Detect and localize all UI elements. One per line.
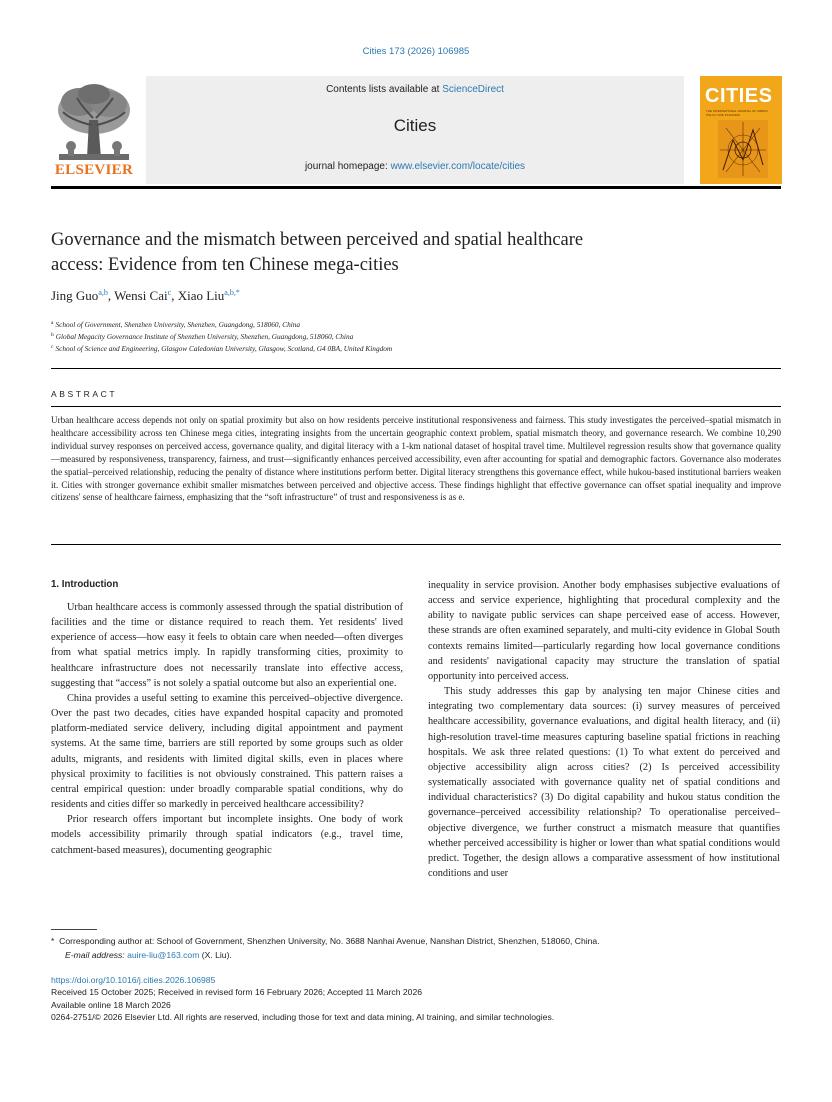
- homepage-line: [146, 161, 684, 172]
- cover-subtitle: THE INTERNATIONAL JOURNAL OF URBAN POLICY AND PLANNING: [706, 109, 768, 117]
- body-column-right: [428, 578, 780, 881]
- received-dates: Received 15 October 2025; Received in revised form 16 February 2026; Accepted 11 March 2026: [51, 987, 423, 998]
- email-label: E-mail address:: [65, 950, 125, 960]
- affiliation-b: [51, 332, 353, 341]
- footnote-star-mark[interactable]: *: [51, 936, 55, 946]
- author-separator: ,: [107, 288, 115, 303]
- affiliation-text: Global Megacity Governance Institute of Shenzhen University, Shenzhen, Guangdong, 518060, China: [55, 332, 354, 341]
- body-column-left: [51, 578, 403, 858]
- author-name[interactable]: Wensi Cai: [114, 288, 168, 303]
- author-name[interactable]: Xiao Liu: [177, 288, 225, 303]
- abstract-heading-rule: [51, 406, 781, 407]
- affiliation-mark: c: [51, 344, 54, 350]
- author-list: [51, 288, 240, 304]
- journal-info-box: [146, 76, 684, 184]
- affiliation-mark: a: [51, 320, 54, 326]
- journal-homepage-link[interactable]: www.elsevier.com/locate/cities: [390, 161, 526, 172]
- author-name[interactable]: Jing Guo: [51, 288, 99, 303]
- journal-citation-link[interactable]: Cities 173 (2026) 106985: [362, 46, 470, 57]
- corresponding-author-text: Corresponding author at: School of Government, Shenzhen University, No. 3688 Nanhai Avenue, Nanshan District, Shenzhen, 518060, China.: [59, 936, 600, 946]
- abstract-top-rule: [51, 368, 781, 369]
- affiliation-text: School of Science and Engineering, Glasgow Caledonian University, Glasgow, Scotland, G4 0BA, United Kingdom: [55, 344, 393, 353]
- section-heading-introduction: 1. Introduction: [51, 579, 119, 590]
- journal-name: Cities: [393, 116, 437, 135]
- abstract-heading: ABSTRACT: [51, 389, 118, 399]
- body-paragraph: Prior research offers important but incomplete insights. One body of work models accessibility primarily through spatial indicators (e.g., travel time, catchment-based measures), documenting geographic: [51, 814, 403, 856]
- author-separator: ,: [171, 288, 178, 303]
- title-line-2: access: Evidence from ten Chinese mega-cities: [51, 255, 399, 275]
- copyright-line: 0264-2751/© 2026 Elsevier Ltd. All rights are reserved, including those for text and data mining, AI training, and similar technologies.: [51, 1012, 555, 1023]
- affiliation-text: School of Government, Shenzhen University, Shenzhen, Guangdong, 518060, China: [55, 320, 301, 329]
- masthead-rule: [51, 186, 781, 189]
- cover-city-map-icon: [718, 120, 768, 178]
- abstract-bottom-rule: [51, 544, 781, 545]
- body-paragraph: This study addresses this gap by analysing ten major Chinese cities and integrating two complementary data sources: (i) survey measures of perceived healthcare accessibility, governance evaluations, and digital health literacy, and (ii) high-resolution travel-time measures capturing baseline spatial frictions in reaching hospitals. We ask three related questions: (1) To what extent do perceived and objective accessibility align across cities? (2) Is perceived accessibility systematically associated with governance quality net of spatial conditions and individual characteristics? (3) Do digital capability and hukou status condition the governance–perceived accessibility relationship? To operationalise perceived–objective divergence, we further construct a mismatch measure that quantifies whether perceived accessibility is higher or lower than what spatial conditions would predict. Together, the design allows a comparative assessment of how institutional conditions and user: [428, 686, 780, 879]
- affiliation-c: [51, 344, 392, 353]
- author-affiliation-mark[interactable]: a,b,*: [224, 288, 240, 297]
- affiliation-a: [51, 320, 300, 329]
- author-affiliation-mark[interactable]: a,b: [98, 288, 108, 297]
- author-affiliation-mark[interactable]: c: [167, 288, 172, 297]
- doi-link[interactable]: https://doi.org/10.1016/j.cities.2026.106985: [51, 975, 216, 985]
- journal-masthead: [51, 76, 781, 186]
- contents-prefix: Contents lists available at: [326, 84, 443, 95]
- corresponding-author-footnote: [51, 936, 771, 946]
- author-email-link[interactable]: auire-liu@163.com: [127, 950, 200, 960]
- elsevier-wordmark: ELSEVIER: [54, 162, 134, 178]
- journal-cover-image[interactable]: [700, 76, 782, 184]
- contents-line: [146, 84, 684, 95]
- body-paragraph: Urban healthcare access is commonly assessed through the spatial distribution of facilities and the time or distance required to reach them. Yet residents' lived experience of access—how easy it feels to obtain care when needed—often diverges from what spatial metrics imply. In rapidly transforming cities, proximity to healthcare infrastructure does not necessarily translate into effective access, suggesting that “access” is not solely a spatial outcome but also an experiential one.: [51, 602, 403, 689]
- available-online-date: Available online 18 March 2026: [51, 999, 171, 1010]
- article-title: [51, 228, 771, 278]
- body-paragraph: China provides a useful setting to examine this perceived–objective divergence. Over the past two decades, cities have expanded hospital capacity and promoted platform-mediated service delivery, including digital appointment and payment systems. At the same time, barriers are still reported by some groups such as older adults, migrants, and residents with limited digital skills, even in places where physical proximity to facilities is not obviously constrained. This pattern raises a central empirical question: under broadly comparable spatial conditions, why do residents and cities differ so markedly in perceived healthcare accessibility?: [51, 692, 403, 811]
- publication-info: [51, 974, 554, 1024]
- email-footnote: [65, 950, 232, 960]
- body-paragraph: inequality in service provision. Another body emphasises subjective evaluations of access and service experience, highlighting that procedural complexity and the ability to navigate public services can shape perceived ease of access. However, these strands are often examined separately, and multi-city evidence in Global South contexts remains limited—particularly regarding how local governance conditions and residents' navigational capacity may structure the translation of spatial opportunity into perceived access.: [428, 580, 780, 682]
- sciencedirect-link[interactable]: ScienceDirect: [442, 84, 504, 95]
- footnote-rule: [51, 929, 97, 930]
- abstract-body: Urban healthcare access depends not only on spatial proximity but also on how residents perceive institutional responsiveness and fairness. This study investigates the perceived–spatial mismatch in healthcare accessibility across ten Chinese mega cities, integrating insights from the uncertain geographic context problem, spatial mismatch theory, and governance research. We combine 10,290 individual survey responses on perceived access, governance quality, and digital literacy with a 1-km national dataset of hospital travel time. Multilevel regression results show that governance quality—measured by responsiveness, transparency, fairness, and trust—significantly enhances perceived accessibility, even after accounting for spatial and demographic factors. Governance also moderates the spatial–perceived relationship, reducing the penalty of distance where institutions perform better. Digital literacy strengthens this governance effect, while hukou-based institutional barriers weaken it. Cities with stronger governance exhibit smaller mismatches between perceived and objective access. These findings highlight that effective governance can offset spatial inequality and improve citizens' sense of healthcare fairness, emphasizing that the “soft infrastructure” of trust and responsiveness is as e.: [51, 415, 781, 503]
- title-line-1: Governance and the mismatch between perceived and spatial healthcare: [51, 230, 584, 250]
- affiliation-mark: b: [51, 332, 54, 338]
- cover-title: CITIES: [705, 85, 773, 107]
- homepage-prefix: journal homepage:: [304, 161, 391, 172]
- email-suffix: (X. Liu).: [201, 950, 232, 960]
